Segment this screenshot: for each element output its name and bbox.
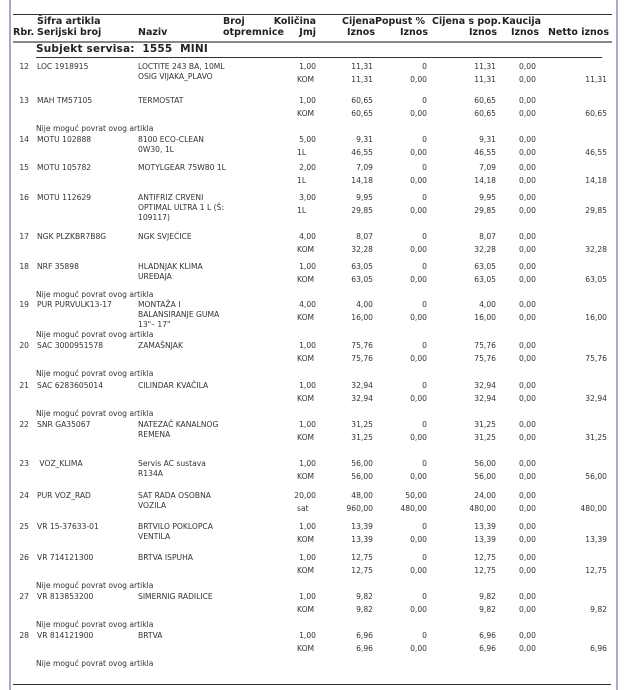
row-cijena-s-pop-iznos: 46,55 (474, 148, 496, 157)
row-netto: 60,65 (585, 109, 607, 118)
row-cijena-s-pop-iznos: 32,94 (474, 394, 496, 403)
row-kolicina: 1,00 (299, 62, 316, 71)
row-kaucija-iznos: 0,00 (519, 245, 536, 254)
row-kolicina: 1,00 (299, 522, 316, 531)
page-edge-right (616, 0, 618, 690)
row-cijena: 9,82 (356, 592, 373, 601)
row-cijena: 63,05 (351, 262, 373, 271)
row-rbr: 26 (19, 553, 29, 562)
row-netto: 6,96 (590, 644, 607, 653)
row-kolicina: 1,00 (299, 341, 316, 350)
row-popust-iznos: 0,00 (410, 433, 427, 442)
row-cijena-s-pop-iznos: 75,76 (474, 354, 496, 363)
row-rbr: 18 (19, 262, 29, 271)
page-edge-left (9, 0, 11, 690)
row-kaucija-iznos: 0,00 (519, 75, 536, 84)
row-rbr: 15 (19, 163, 29, 172)
row-popust: 50,00 (405, 491, 427, 500)
row-note: Nije moguć povrat ovog artikla (36, 581, 154, 590)
row-cijena-iznos: 11,31 (351, 75, 373, 84)
header-popust: Popust % (375, 16, 426, 27)
row-popust: 0 (422, 62, 427, 71)
row-kaucija: 0,00 (519, 631, 536, 640)
row-jmj: 1L (297, 206, 307, 215)
row-sifra: MOTU 112629 (37, 193, 92, 202)
row-cijena-iznos: 9,82 (356, 605, 373, 614)
row-popust: 0 (422, 459, 427, 468)
row-cijena-s-pop-iznos: 32,28 (474, 245, 496, 254)
row-netto: 29,85 (585, 206, 607, 215)
subject-servisa: Subjekt servisa: 1555 MINI (36, 43, 208, 55)
header-popust-iznos: Iznos (399, 27, 428, 38)
row-popust-iznos: 0,00 (410, 275, 427, 284)
row-cijena: 8,07 (356, 232, 373, 241)
row-popust-iznos: 0,00 (410, 75, 427, 84)
row-cijena: 11,31 (351, 62, 373, 71)
row-kaucija-iznos: 0,00 (519, 566, 536, 575)
row-cijena: 32,94 (351, 381, 373, 390)
row-cijena-s-pop: 7,09 (479, 163, 496, 172)
row-popust: 0 (422, 341, 427, 350)
row-naziv: HLADNJAK KLIMA UREĐAJA (138, 262, 203, 281)
row-kolicina: 5,00 (299, 135, 316, 144)
row-cijena-s-pop: 13,39 (474, 522, 496, 531)
row-popust-iznos: 0,00 (410, 394, 427, 403)
row-popust-iznos: 0,00 (410, 535, 427, 544)
row-kaucija: 0,00 (519, 341, 536, 350)
row-jmj: KOM (297, 566, 315, 575)
row-sifra: SAC 6283605014 (37, 381, 104, 390)
row-sifra: LOC 1918915 (37, 62, 89, 71)
row-kaucija: 0,00 (519, 459, 536, 468)
row-popust-iznos: 0,00 (410, 313, 427, 322)
row-netto: 31,25 (585, 433, 607, 442)
row-kaucija: 0,00 (519, 163, 536, 172)
row-popust-iznos: 0,00 (410, 206, 427, 215)
row-sifra: MAH TM57105 (37, 96, 93, 105)
row-popust-iznos: 0,00 (410, 354, 427, 363)
row-kolicina: 1,00 (299, 96, 316, 105)
row-cijena-s-pop-iznos: 31,25 (474, 433, 496, 442)
row-naziv: SIMERNIG RADILICE (138, 592, 213, 601)
row-kaucija: 0,00 (519, 522, 536, 531)
row-naziv: NGK SVJEĆICE (138, 232, 192, 241)
row-kaucija: 0,00 (519, 262, 536, 271)
row-kaucija: 0,00 (519, 553, 536, 562)
row-cijena-iznos: 12,75 (351, 566, 373, 575)
row-cijena-iznos: 32,28 (351, 245, 373, 254)
row-note: Nije moguć povrat ovog artikla (36, 620, 154, 629)
row-sifra: MOTU 102888 (37, 135, 92, 144)
row-popust: 0 (422, 300, 427, 309)
row-kaucija-iznos: 0,00 (519, 535, 536, 544)
row-jmj: KOM (297, 605, 315, 614)
header-netto: Netto iznos (547, 27, 609, 38)
row-rbr: 21 (19, 381, 29, 390)
row-kaucija: 0,00 (519, 193, 536, 202)
row-kaucija-iznos: 0,00 (519, 313, 536, 322)
row-naziv: BRTVILO POKLOPCA VENTILA (138, 522, 213, 541)
row-cijena-iznos: 14,18 (351, 176, 373, 185)
row-sifra: PUR VOZ_RAD (37, 491, 91, 500)
row-cijena-s-pop-iznos: 11,31 (474, 75, 496, 84)
row-kaucija-iznos: 0,00 (519, 354, 536, 363)
row-cijena-iznos: 75,76 (351, 354, 373, 363)
row-popust-iznos: 0,00 (410, 109, 427, 118)
header-kolicina: Količina (273, 16, 316, 27)
row-popust: 0 (422, 135, 427, 144)
row-cijena-s-pop: 6,96 (479, 631, 496, 640)
row-kaucija-iznos: 0,00 (519, 206, 536, 215)
row-netto: 56,00 (585, 472, 607, 481)
row-rbr: 19 (19, 300, 29, 309)
row-jmj: KOM (297, 644, 315, 653)
row-naziv: ZAMAŠNJAK (138, 341, 183, 350)
row-cijena-iznos: 56,00 (351, 472, 373, 481)
row-cijena: 6,96 (356, 631, 373, 640)
row-kaucija: 0,00 (519, 232, 536, 241)
row-kaucija-iznos: 0,00 (519, 472, 536, 481)
row-cijena-s-pop: 9,95 (479, 193, 496, 202)
row-cijena-s-pop-iznos: 14,18 (474, 176, 496, 185)
row-rbr: 13 (19, 96, 29, 105)
row-rbr: 24 (19, 491, 29, 500)
row-netto: 46,55 (585, 148, 607, 157)
row-kaucija: 0,00 (519, 96, 536, 105)
header-otpremnice: otpremnice (223, 27, 284, 38)
row-cijena: 75,76 (351, 341, 373, 350)
row-kaucija: 0,00 (519, 300, 536, 309)
row-cijena-s-pop-iznos: 56,00 (474, 472, 496, 481)
row-sifra: NGK PLZKBR7B8G (37, 232, 107, 241)
row-popust: 0 (422, 522, 427, 531)
row-rbr: 23 (19, 459, 29, 468)
row-popust-iznos: 0,00 (410, 176, 427, 185)
header-jmj: Jmj (299, 27, 316, 38)
row-jmj: KOM (297, 433, 315, 442)
row-cijena: 60,65 (351, 96, 373, 105)
row-cijena-iznos: 16,00 (351, 313, 373, 322)
row-kolicina: 20,00 (294, 491, 316, 500)
row-popust: 0 (422, 420, 427, 429)
row-rbr: 17 (19, 232, 29, 241)
row-naziv: LOCTITE 243 BA, 10ML OSIG VIJAKA_PLAVO (138, 62, 225, 81)
row-rbr: 22 (19, 420, 29, 429)
row-kolicina: 1,00 (299, 420, 316, 429)
row-jmj: KOM (297, 75, 315, 84)
row-cijena: 4,00 (356, 300, 373, 309)
row-cijena-iznos: 60,65 (351, 109, 373, 118)
row-netto: 12,75 (585, 566, 607, 575)
header-cijena-iznos: Iznos (346, 27, 375, 38)
row-note: Nije moguć povrat ovog artikla (36, 409, 154, 418)
row-kolicina: 4,00 (299, 232, 316, 241)
row-naziv: ANTIFRIZ CRVENI OPTIMAL ULTRA 1 L (Š: 109117) (138, 193, 225, 222)
row-kolicina: 4,00 (299, 300, 316, 309)
row-naziv: 8100 ECO-CLEAN 0W30, 1L (138, 135, 204, 154)
row-kolicina: 1,00 (299, 592, 316, 601)
row-sifra: NRF 35898 (37, 262, 79, 271)
row-rbr: 25 (19, 522, 29, 531)
row-note: Nije moguć povrat ovog artikla (36, 124, 154, 133)
row-cijena: 48,00 (351, 491, 373, 500)
row-popust: 0 (422, 381, 427, 390)
header-broj: Broj (223, 16, 245, 27)
row-cijena-iznos: 32,94 (351, 394, 373, 403)
row-naziv: BRTVA ISPUHA (138, 553, 193, 562)
row-kaucija: 0,00 (519, 491, 536, 500)
row-cijena: 56,00 (351, 459, 373, 468)
row-jmj: KOM (297, 354, 315, 363)
row-naziv: MOTYLGEAR 75W80 1L (138, 163, 226, 172)
row-cijena-s-pop: 75,76 (474, 341, 496, 350)
row-cijena-iznos: 960,00 (346, 504, 373, 513)
row-kaucija-iznos: 0,00 (519, 644, 536, 653)
row-naziv: TERMOSTAT (138, 96, 184, 105)
row-jmj: sat (297, 504, 309, 513)
row-kolicina: 1,00 (299, 553, 316, 562)
row-popust-iznos: 0,00 (410, 605, 427, 614)
row-popust: 0 (422, 96, 427, 105)
header-cijena-s-pop-iznos: Iznos (468, 27, 497, 38)
header-rbr: Rbr. (13, 27, 35, 38)
header-top-rule (13, 14, 612, 15)
row-naziv: SAT RADA OSOBNA VOZILA (138, 491, 211, 510)
row-cijena-s-pop: 31,25 (474, 420, 496, 429)
row-cijena-s-pop-iznos: 6,96 (479, 644, 496, 653)
row-cijena: 9,31 (356, 135, 373, 144)
row-cijena-s-pop: 9,31 (479, 135, 496, 144)
row-jmj: KOM (297, 535, 315, 544)
row-sifra: VR 814121900 (37, 631, 94, 640)
row-netto: 32,94 (585, 394, 607, 403)
row-rbr: 27 (19, 592, 29, 601)
row-sifra: PUR PURVULK13-17 (37, 300, 112, 309)
row-popust: 0 (422, 553, 427, 562)
row-cijena-iznos: 46,55 (351, 148, 373, 157)
row-cijena-s-pop: 12,75 (474, 553, 496, 562)
row-kaucija-iznos: 0,00 (519, 109, 536, 118)
row-cijena: 9,95 (356, 193, 373, 202)
row-cijena-s-pop-iznos: 13,39 (474, 535, 496, 544)
row-kolicina: 3,00 (299, 193, 316, 202)
row-kolicina: 1,00 (299, 631, 316, 640)
row-cijena: 7,09 (356, 163, 373, 172)
row-rbr: 16 (19, 193, 29, 202)
row-sifra: VR 714121300 (37, 553, 94, 562)
row-cijena-s-pop-iznos: 480,00 (469, 504, 496, 513)
row-kaucija: 0,00 (519, 592, 536, 601)
row-cijena-s-pop: 9,82 (479, 592, 496, 601)
row-cijena-s-pop: 63,05 (474, 262, 496, 271)
row-netto: 9,82 (590, 605, 607, 614)
header-cijena-s-pop: Cijena s pop. (432, 16, 502, 27)
row-kolicina: 1,00 (299, 459, 316, 468)
row-popust: 0 (422, 592, 427, 601)
header-kaucija-iznos: Iznos (510, 27, 539, 38)
row-popust-iznos: 0,00 (410, 472, 427, 481)
row-cijena: 12,75 (351, 553, 373, 562)
row-sifra: VR 813853200 (37, 592, 94, 601)
row-kaucija-iznos: 0,00 (519, 433, 536, 442)
row-naziv: NATEZAČ KANALNOG REMENA (138, 420, 219, 439)
row-sifra: VOZ_KLIMA (37, 459, 83, 468)
row-cijena-s-pop: 8,07 (479, 232, 496, 241)
row-kolicina: 2,00 (299, 163, 316, 172)
row-note: Nije moguć povrat ovog artikla (36, 290, 154, 299)
header-naziv: Naziv (138, 27, 168, 38)
row-kaucija: 0,00 (519, 62, 536, 71)
row-kaucija-iznos: 0,00 (519, 148, 536, 157)
row-sifra: VR 15-37633-01 (37, 522, 99, 531)
row-cijena-s-pop-iznos: 9,82 (479, 605, 496, 614)
row-cijena-iznos: 63,05 (351, 275, 373, 284)
row-popust: 0 (422, 163, 427, 172)
table-bottom-rule (13, 684, 611, 685)
row-cijena: 31,25 (351, 420, 373, 429)
row-jmj: KOM (297, 109, 315, 118)
row-naziv: MONTAŽA I BALANSIRANJE GUMA 13"– 17" (138, 300, 220, 329)
row-note: Nije moguć povrat ovog artikla (36, 659, 154, 668)
row-kaucija-iznos: 0,00 (519, 394, 536, 403)
row-cijena-iznos: 29,85 (351, 206, 373, 215)
row-jmj: KOM (297, 313, 315, 322)
row-cijena-iznos: 13,39 (351, 535, 373, 544)
subject-rule (36, 57, 602, 58)
header-cijena: Cijena (342, 16, 376, 27)
row-rbr: 20 (19, 341, 29, 350)
row-kolicina: 1,00 (299, 262, 316, 271)
row-sifra: SNR GA35067 (37, 420, 91, 429)
row-netto: 13,39 (585, 535, 607, 544)
row-popust: 0 (422, 631, 427, 640)
row-note: Nije moguć povrat ovog artikla (36, 369, 154, 378)
row-netto: 32,28 (585, 245, 607, 254)
row-cijena-s-pop-iznos: 12,75 (474, 566, 496, 575)
row-rbr: 14 (19, 135, 29, 144)
row-kaucija-iznos: 0,00 (519, 176, 536, 185)
row-popust-iznos: 0,00 (410, 566, 427, 575)
row-cijena-s-pop: 32,94 (474, 381, 496, 390)
row-kaucija-iznos: 0,00 (519, 275, 536, 284)
row-note: Nije moguć povrat ovog artikla (36, 330, 154, 339)
row-jmj: KOM (297, 275, 315, 284)
row-cijena-s-pop: 60,65 (474, 96, 496, 105)
header-sifra: Šifra artikla (37, 16, 101, 27)
row-rbr: 12 (19, 62, 29, 71)
row-kaucija: 0,00 (519, 420, 536, 429)
row-sifra: SAC 3000951578 (37, 341, 104, 350)
row-jmj: KOM (297, 394, 315, 403)
row-kaucija: 0,00 (519, 381, 536, 390)
row-popust: 0 (422, 232, 427, 241)
row-jmj: KOM (297, 472, 315, 481)
row-kolicina: 1,00 (299, 381, 316, 390)
row-cijena-iznos: 31,25 (351, 433, 373, 442)
row-naziv: CILINDAR KVAČILA (138, 381, 209, 390)
row-cijena-s-pop: 56,00 (474, 459, 496, 468)
row-cijena-s-pop-iznos: 63,05 (474, 275, 496, 284)
row-popust-iznos: 480,00 (400, 504, 427, 513)
row-jmj: 1L (297, 148, 307, 157)
row-netto: 16,00 (585, 313, 607, 322)
row-cijena-s-pop-iznos: 60,65 (474, 109, 496, 118)
row-cijena-s-pop: 4,00 (479, 300, 496, 309)
row-cijena-s-pop: 11,31 (474, 62, 496, 71)
row-popust-iznos: 0,00 (410, 245, 427, 254)
row-netto: 63,05 (585, 275, 607, 284)
row-cijena-s-pop-iznos: 29,85 (474, 206, 496, 215)
row-netto: 75,76 (585, 354, 607, 363)
row-jmj: KOM (297, 245, 315, 254)
row-rbr: 28 (19, 631, 29, 640)
header-serijski: Serijski broj (37, 27, 102, 38)
row-popust-iznos: 0,00 (410, 644, 427, 653)
row-naziv: BRTVA (138, 631, 163, 640)
row-naziv: Servis AC sustava R134A (138, 459, 206, 478)
row-sifra: MOTU 105782 (37, 163, 92, 172)
row-netto: 14,18 (585, 176, 607, 185)
header-kaucija: Kaucija (502, 16, 542, 27)
row-cijena: 13,39 (351, 522, 373, 531)
row-kaucija-iznos: 0,00 (519, 504, 536, 513)
row-netto: 11,31 (585, 75, 607, 84)
row-netto: 480,00 (580, 504, 607, 513)
row-kaucija: 0,00 (519, 135, 536, 144)
row-cijena-s-pop-iznos: 16,00 (474, 313, 496, 322)
row-popust: 0 (422, 262, 427, 271)
row-jmj: 1L (297, 176, 307, 185)
row-popust-iznos: 0,00 (410, 148, 427, 157)
row-kaucija-iznos: 0,00 (519, 605, 536, 614)
row-cijena-iznos: 6,96 (356, 644, 373, 653)
row-popust: 0 (422, 193, 427, 202)
row-cijena-s-pop: 24,00 (474, 491, 496, 500)
